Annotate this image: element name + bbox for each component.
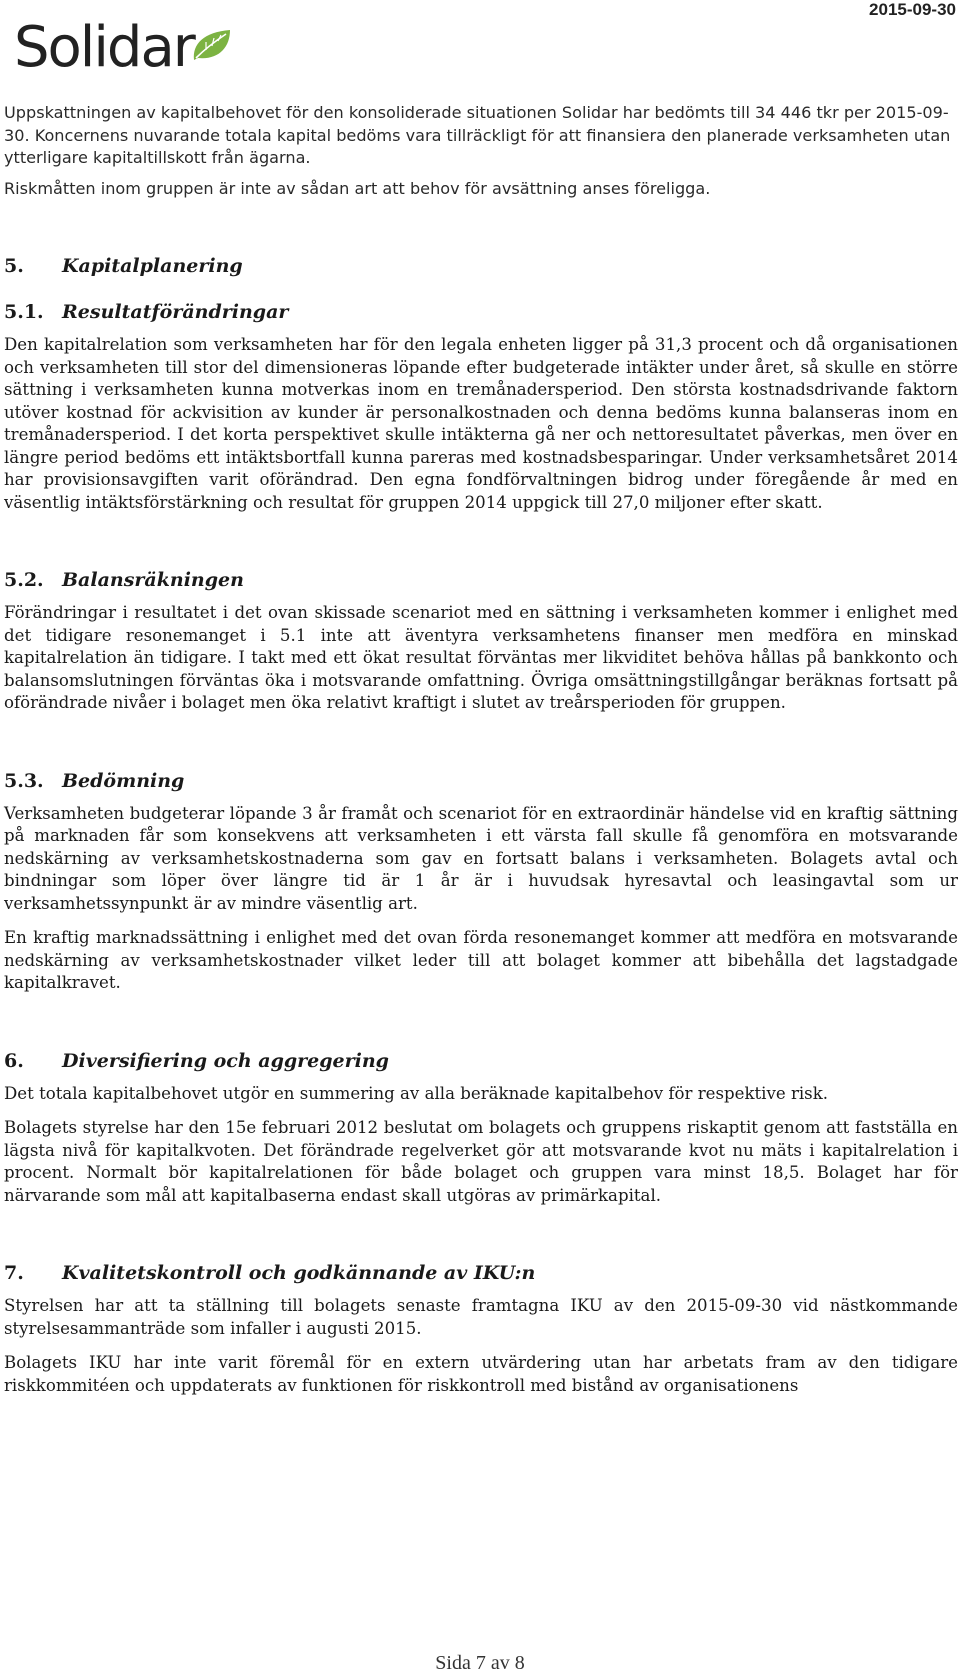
paragraph: Verksamheten budgeterar löpande 3 år framåt och scenariot för en extraordinär händelse vid en kraftig sättning på marknaden får som konsekvens att verksamheten i ett värsta fall skulle få genomföra en motsvarande nedskärning av verksamhetskostnaderna som gav en fortsatt balans i verksamheten. Bolagets avtal och bindningar som löper över längre tid är 1 år är i huvudsak hyresavtal och leasingavtal som ur verksamhetssynpunkt är av mindre väsentlig art.: [4, 803, 958, 913]
intro-paragraph: Uppskattningen av kapitalbehovet för den konsoliderade situationen Solidar har bedömts till 34 446 tkr per 2015-09-30. Koncernens nuvarande totala kapital bedöms vara tillräckligt för att finansiera den planerade verksamheten utan ytterligare kapitaltillskott från ägarna.: [4, 103, 951, 167]
section-heading-7: 7. Kvalitetskontroll och godkännande av IKU:n: [4, 1262, 536, 1284]
leaf-icon: [190, 28, 232, 62]
solidar-logo: [14, 15, 232, 80]
page-number: Sida 7 av 8: [435, 1652, 525, 1674]
paragraph: Bolagets IKU har inte varit föremål för en extern utvärdering utan har arbetats fram av den tidigare riskkommitéen och uppdaterats av funktionen för riskkontroll med bistånd av organisationens: [4, 1353, 958, 1395]
paragraph: Förändringar i resultatet i det ovan skissade scenariot med en sättning i verksamheten kommer i enlighet med det tidigare resonemanget i 5.1 inte att äventyra verksamhetens finanser men medföra en minskad kapitalrelation än tidigare. I takt med ett ökat resultat förväntas mer likviditet behöva hållas på bankkonto och balansomslutningen förväntas öka i motsvarande omfattning. Övriga omsättningstillgångar beräknas fortsatt på oförändrade nivåer i bolaget men öka relativt kraftigt i slutet av treårsperioden för gruppen.: [4, 603, 958, 712]
paragraph: Det totala kapitalbehovet utgör en summering av alla beräknade kapitalbehov för respektive risk.: [4, 1083, 829, 1103]
paragraph: Den kapitalrelation som verksamheten har för den legala enheten ligger på 31,3 procent och då organisationen och verksamheten till stor del dimensioneras löpande efter budgeterade intäkter under året, så skulle en större sättning i verksamheten kunna motverkas inom en tremånadersperiod. Den största kostnadsdrivande faktorn utöver kostnad för ackvisition av kunder är personalkostnaden och denna bedöms kunna balanseras inom en tremånadersperiod. I det korta perspektivet skulle intäkterna gå ner och nettoresultatet påverkas, men över en längre period bedöms ett intäktsbortfall kunna pareras med kostnadsbesparingar. Under verksamhetsåret 2014 har provisionsavgiften varit oförändrad. Den egna fondförvaltningen bidrog under föregående år med en väsentlig intäktsförstärkning och resultat för gruppen 2014 uppgick till 27,0 miljoner efter skatt.: [4, 335, 958, 512]
paragraph: Styrelsen har att ta ställning till bolagets senaste framtagna IKU av den 2015-09-30 vid nästkommande styrelsesammanträde som infaller i augusti 2015.: [4, 1296, 958, 1338]
section-heading-5-2: 5.2. Balansräkningen: [4, 569, 244, 591]
paragraph: En kraftig marknadssättning i enlighet med det ovan förda resonemanget kommer att medföra en motsvarande nedskärning av verksamhetskostnader vilket leder till att bolaget kommer att bibehålla det lagstadgade kapitalkravet.: [4, 928, 958, 992]
section-heading-5-3: 5.3. Bedömning: [4, 769, 185, 792]
document-body: [4, 102, 958, 1397]
document-date: 2015-09-30: [869, 0, 956, 19]
paragraph: Bolagets styrelse har den 15e februari 2012 beslutat om bolagets och gruppens riskaptit genom att fastställa en lägsta nivå för kapitalkvoten. Det förändrade regelverket gör att motsvarande kvot nu mäts i kapitalrelation i procent. Normalt bör kapitalrelationen för både bolaget och gruppen vara minst 18,5. Bolaget har för närvarande som mål att kapitalbaserna endast skall utgöras av primärkapital.: [4, 1118, 958, 1205]
section-heading-5: 5. Kapitalplanering: [4, 255, 243, 277]
section-heading-5-1: 5.1. Resultatförändringar: [4, 301, 289, 323]
intro-paragraph-risk: Riskmåtten inom gruppen är inte av sådan art att behov för avsättning anses föreligga.: [4, 178, 711, 198]
logo-wordmark: Solidar: [14, 15, 194, 80]
section-heading-6: 6. Diversifiering och aggregering: [4, 1049, 389, 1072]
